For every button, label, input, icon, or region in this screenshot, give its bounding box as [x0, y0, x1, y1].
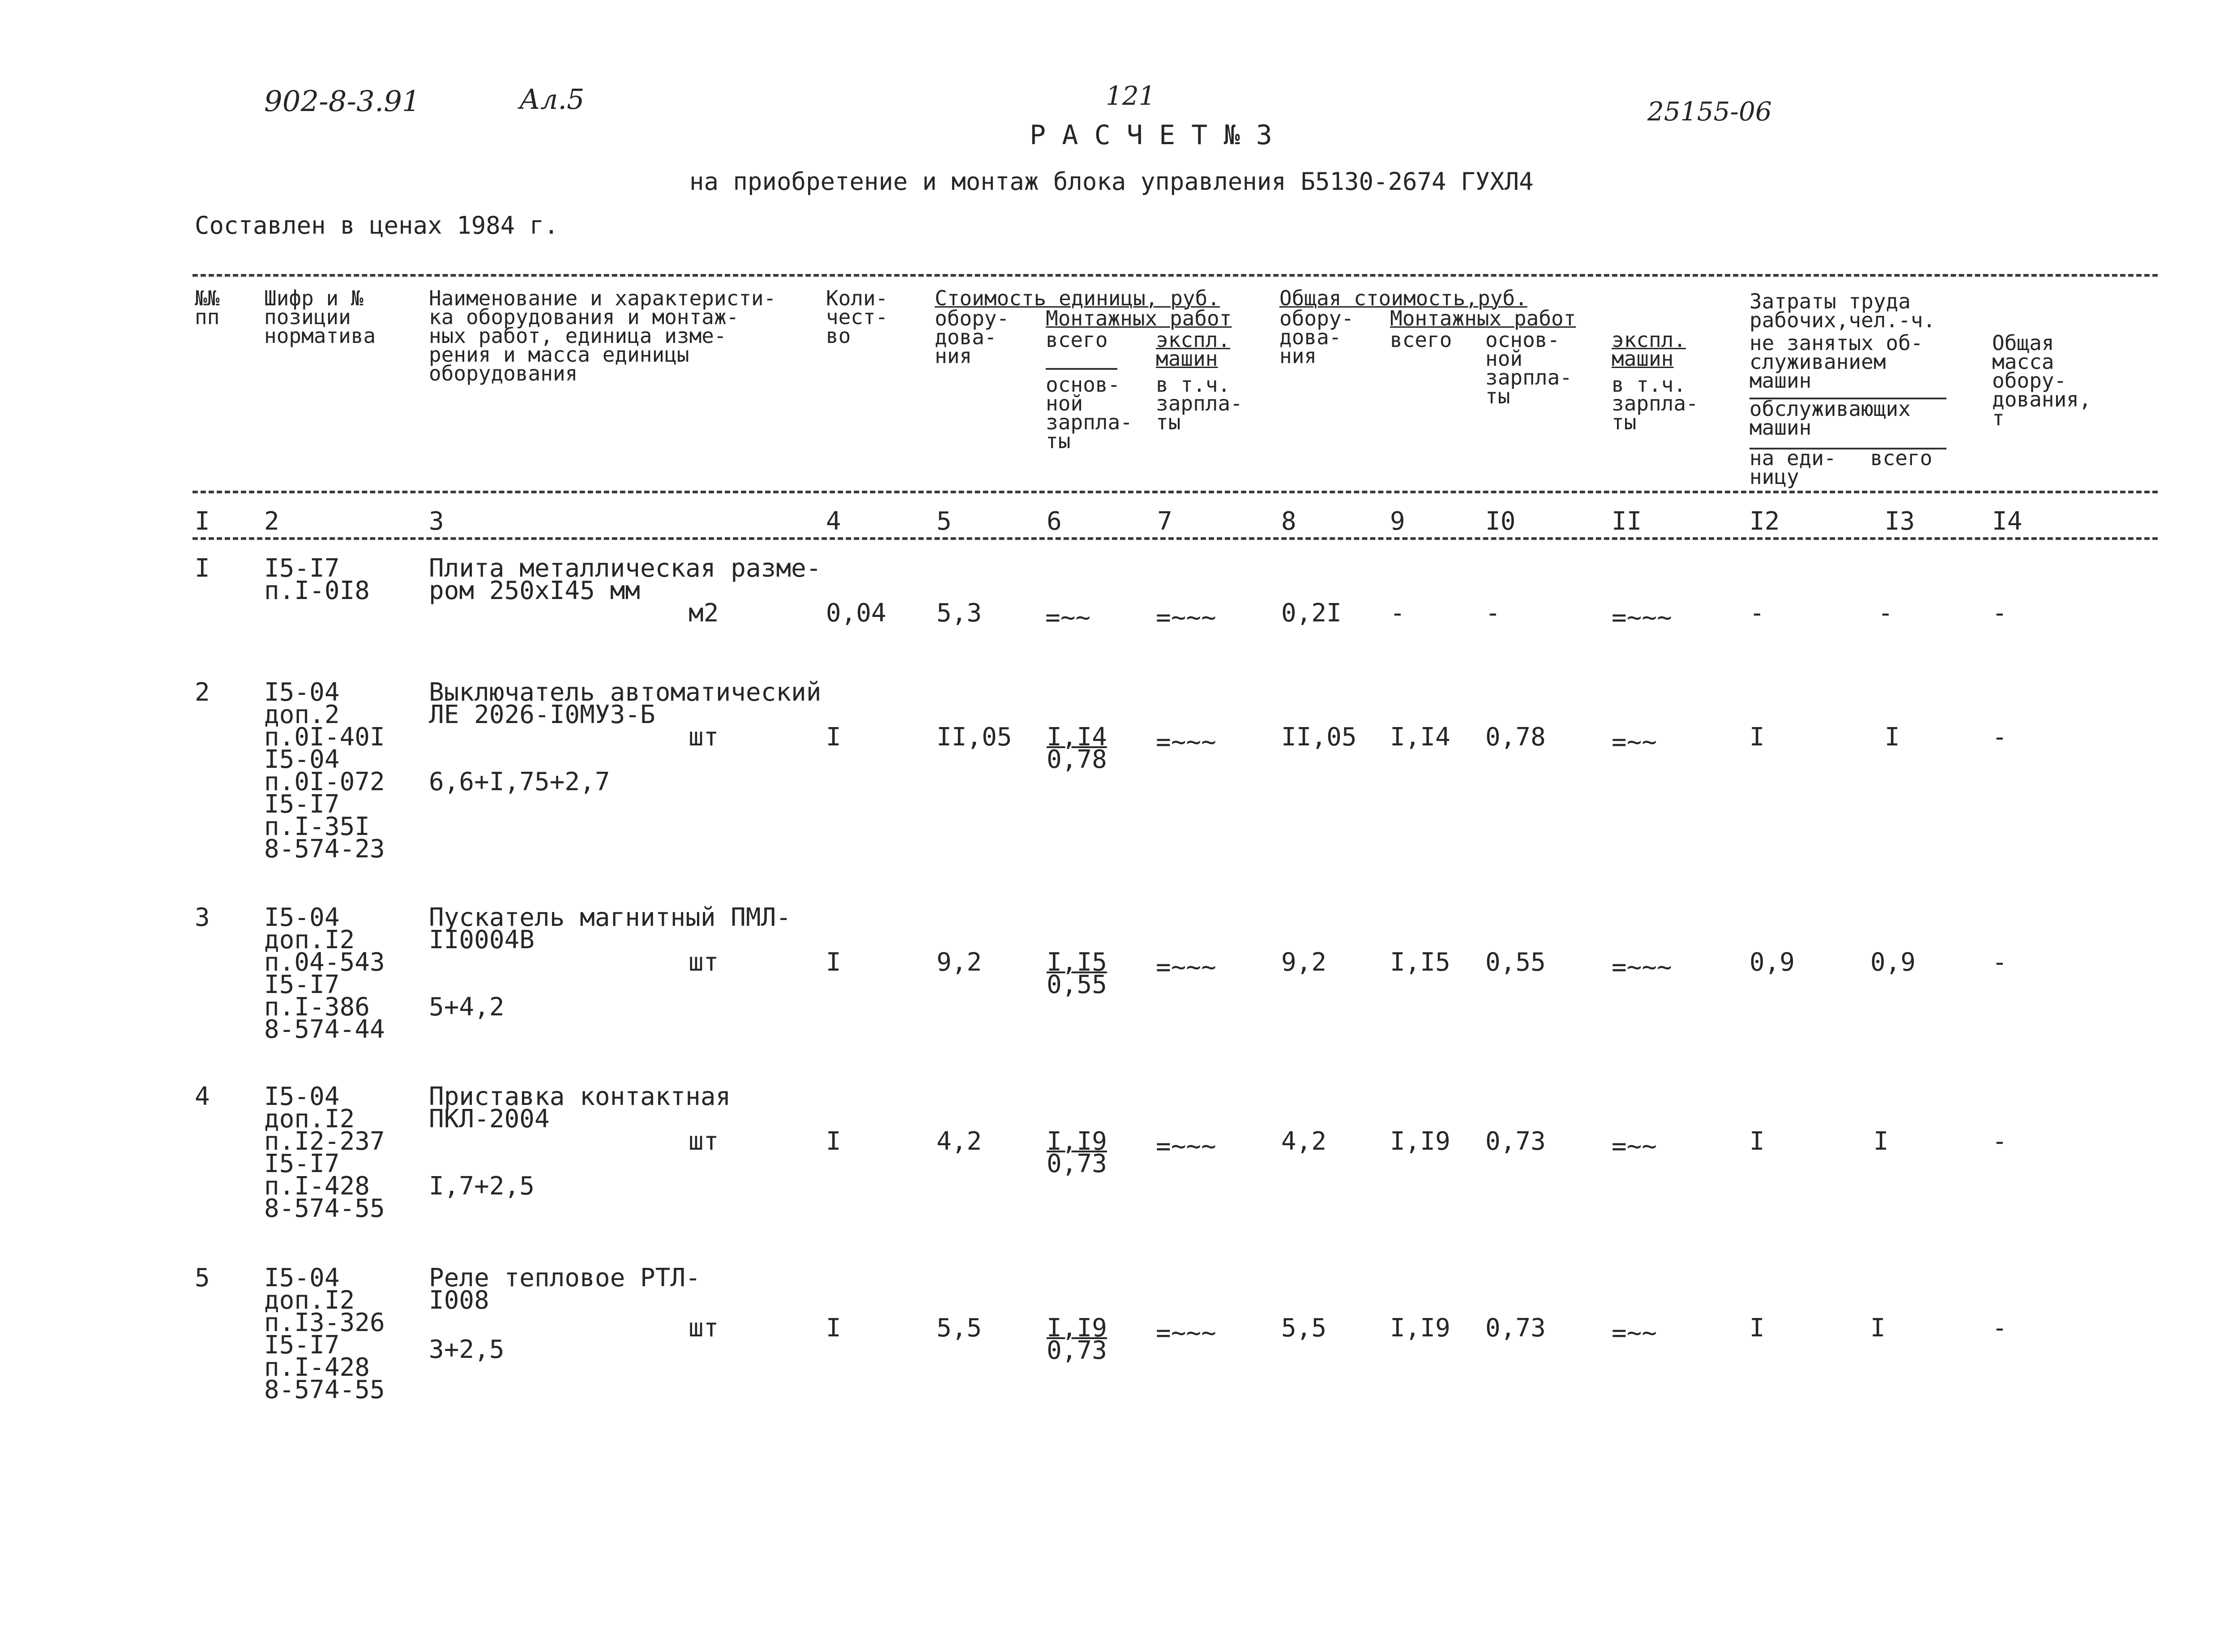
total-machines-ditto: =~~ [1612, 1318, 1657, 1348]
header-quantity: Коли- чест- во [826, 286, 888, 348]
item-name: Приставка контактная ПКЛ-2004 [429, 1082, 731, 1134]
row-number: 4 [195, 1082, 210, 1111]
unit-install-wage: 0,73 [1047, 1149, 1107, 1178]
labor-total: I [1885, 723, 1900, 752]
unit-install-total: I,I5 [1047, 948, 1107, 977]
column-numbers-rule [192, 537, 2158, 540]
total-machines-ditto: =~~ [1612, 728, 1657, 757]
document-subtitle: на приобретение и монтаж блока управления Б5130-2674 ГУХЛ4 [689, 167, 1534, 196]
unit-machines-ditto: =~~~ [1156, 603, 1216, 632]
header-total-mass: Общая масса обору- дования, т [1992, 331, 2091, 430]
total-mass: - [1992, 1127, 2007, 1156]
column-number: I0 [1485, 507, 1516, 536]
labor-per-unit: I [1749, 723, 1765, 752]
labor-per-unit: I [1749, 1127, 1765, 1156]
total-equipment-cost: 4,2 [1281, 1127, 1327, 1156]
column-number: II [1612, 507, 1642, 536]
header-total-total: всего [1390, 328, 1452, 352]
row-number: 5 [195, 1263, 210, 1292]
header-unit-total: всего [1046, 328, 1108, 352]
header-total-install-group: Монтажных работ [1390, 306, 1576, 330]
labor-per-unit: I [1749, 1314, 1765, 1343]
unit-equipment-cost: 5,3 [937, 599, 982, 628]
unit-equipment-cost: 4,2 [937, 1127, 982, 1156]
total-base-wage: 0,73 [1485, 1314, 1546, 1343]
column-number: 4 [826, 507, 841, 536]
unit-machines-ditto: =~~~ [1156, 728, 1216, 757]
prices-note: Составлен в ценах 1984 г. [195, 211, 559, 240]
album-number: Ал.5 [519, 83, 585, 116]
total-install-cost: I,I9 [1390, 1314, 1450, 1343]
quantity: I [826, 948, 841, 977]
mass-formula: 3+2,5 [429, 1335, 505, 1364]
total-mass: - [1992, 599, 2007, 628]
column-number: 8 [1281, 507, 1296, 536]
labor-per-unit: 0,9 [1749, 948, 1795, 977]
total-base-wage: 0,78 [1485, 723, 1546, 752]
norm-code: I5-04 доп.I2 п.I2-237 I5-I7 п.I-428 8-574-55 [264, 1082, 385, 1223]
header-labor-unserved: не занятых об- служиванием машин [1749, 331, 1923, 393]
header-labor-per-unit: на еди- ницу [1749, 446, 1836, 489]
total-machines-ditto: =~~~ [1612, 953, 1672, 982]
unit: шт [688, 1314, 719, 1343]
total-equipment-cost: 9,2 [1281, 948, 1327, 977]
unit-equipment-cost: 5,5 [937, 1314, 982, 1343]
total-install-cost: I,I4 [1390, 723, 1450, 752]
unit-machines-ditto: =~~~ [1156, 953, 1216, 982]
norm-code: I5-04 доп.2 п.0I-40I I5-04 п.0I-072 I5-I7 п.I-35I 8-574-23 [264, 678, 385, 864]
mass-formula: 5+4,2 [429, 993, 505, 1022]
row-number: I [195, 554, 210, 583]
quantity: I [826, 1127, 841, 1156]
mass-formula: 6,6+I,75+2,7 [429, 767, 610, 796]
table-top-rule [192, 274, 2158, 277]
header-unit-equipment: обору- дова- ния [935, 306, 1009, 368]
quantity: 0,04 [826, 599, 886, 628]
row-number: 2 [195, 678, 210, 707]
unit: шт [688, 1127, 719, 1156]
unit-install-wage: 0,55 [1047, 970, 1107, 999]
archive-number: 25155-06 [1647, 96, 1772, 127]
header-total-cost-group: Общая стоимость,руб. [1279, 286, 1527, 310]
column-number: 6 [1047, 507, 1062, 536]
labor-per-unit: - [1749, 599, 1765, 628]
unit-install-total: I,I9 [1047, 1314, 1107, 1343]
column-number: 5 [937, 507, 952, 536]
column-number: I4 [1992, 507, 2023, 536]
document-title: Р А С Ч Е Т № 3 [1030, 120, 1272, 151]
total-mass: - [1992, 723, 2007, 752]
quantity: I [826, 723, 841, 752]
total-equipment-cost: II,05 [1281, 723, 1357, 752]
unit: шт [688, 723, 719, 752]
item-name: Реле тепловое РТЛ- I008 [429, 1263, 701, 1315]
norm-code: I5-I7 п.I-0I8 [264, 554, 370, 605]
header-unit-machines-wage: в т.ч. зарпла- ты [1156, 372, 1243, 434]
series-code: 902-8-3.91 [264, 85, 420, 118]
header-unit-install-group: Монтажных работ [1046, 306, 1232, 330]
unit-install-wage: 0,73 [1047, 1336, 1107, 1365]
column-number: 2 [264, 507, 279, 536]
norm-code: I5-04 доп.I2 п.04-543 I5-I7 п.I-386 8-574-44 [264, 903, 385, 1044]
unit-install-total: I,I4 [1047, 723, 1107, 752]
total-equipment-cost: 0,2I [1281, 599, 1342, 628]
total-base-wage: 0,73 [1485, 1127, 1546, 1156]
mass-formula: I,7+2,5 [429, 1172, 535, 1201]
labor-total: I [1870, 1314, 1886, 1343]
item-name: Пускатель магнитный ПМЛ- II0004В [429, 903, 791, 954]
header-total-machines-wage: в т.ч. зарпла- ты [1612, 372, 1698, 434]
header-unit-total-rule [1046, 368, 1117, 370]
header-labor-serving: обслуживающих машин [1749, 397, 1911, 440]
total-machines-ditto: =~~~ [1612, 603, 1672, 632]
unit-install-ditto: =~~ [1045, 603, 1091, 632]
header-labor-total: всего [1870, 446, 1933, 470]
header-total-machines: экспл. машин [1612, 328, 1686, 371]
column-number: I [195, 507, 210, 536]
norm-code: I5-04 доп.I2 п.I3-326 I5-I7 п.I-428 8-574-55 [264, 1263, 385, 1404]
item-name: Плита металлическая разме- ром 250хI45 мм [429, 554, 821, 605]
total-install-cost: I,I9 [1390, 1127, 1450, 1156]
labor-total: - [1878, 599, 1893, 628]
header-bottom-rule [192, 491, 2158, 493]
column-number: I3 [1885, 507, 1915, 536]
unit-install-total: I,I9 [1047, 1127, 1107, 1156]
column-number: 3 [429, 507, 444, 536]
column-number: 7 [1157, 507, 1172, 536]
unit: м2 [688, 599, 719, 628]
labor-total: I [1873, 1127, 1889, 1156]
header-unit-base-wage: основ- ной зарпла- ты [1046, 372, 1133, 453]
page-number: 121 [1106, 81, 1155, 111]
unit-equipment-cost: 9,2 [937, 948, 982, 977]
header-unit-machines: экспл. машин [1156, 328, 1231, 371]
labor-total: 0,9 [1870, 948, 1916, 977]
total-mass: - [1992, 1314, 2007, 1343]
total-mass: - [1992, 948, 2007, 977]
total-machines-ditto: =~~ [1612, 1132, 1657, 1161]
unit: шт [688, 948, 719, 977]
unit-machines-ditto: =~~~ [1156, 1318, 1216, 1348]
item-name: Выключатель автоматический ЛЕ 2026-I0МУ3-Б [429, 678, 821, 729]
header-labor-group: Затраты труда рабочих,чел.-ч. [1749, 289, 1936, 332]
header-total-base-wage: основ- ной зарпла- ты [1485, 328, 1572, 408]
column-number: I2 [1749, 507, 1780, 536]
header-row-number: №№ пп [195, 286, 220, 329]
total-base-wage: - [1485, 599, 1501, 628]
total-equipment-cost: 5,5 [1281, 1314, 1327, 1343]
unit-equipment-cost: II,05 [937, 723, 1012, 752]
total-base-wage: 0,55 [1485, 948, 1546, 977]
total-install-cost: I,I5 [1390, 948, 1450, 977]
header-name: Наименование и характеристи- ка оборудования и монтаж- ных работ, единица изме- рения и масса единицы оборудования [429, 286, 776, 385]
row-number: 3 [195, 903, 210, 932]
header-total-equipment: обору- дова- ния [1279, 306, 1354, 368]
column-number: 9 [1390, 507, 1405, 536]
quantity: I [826, 1314, 841, 1343]
unit-install-wage: 0,78 [1047, 745, 1107, 774]
header-unit-cost-group: Стоимость единицы, руб. [935, 286, 1220, 310]
total-install-cost: - [1390, 599, 1405, 628]
unit-machines-ditto: =~~~ [1156, 1132, 1216, 1161]
header-norm-code: Шифр и № позиции норматива [264, 286, 376, 348]
